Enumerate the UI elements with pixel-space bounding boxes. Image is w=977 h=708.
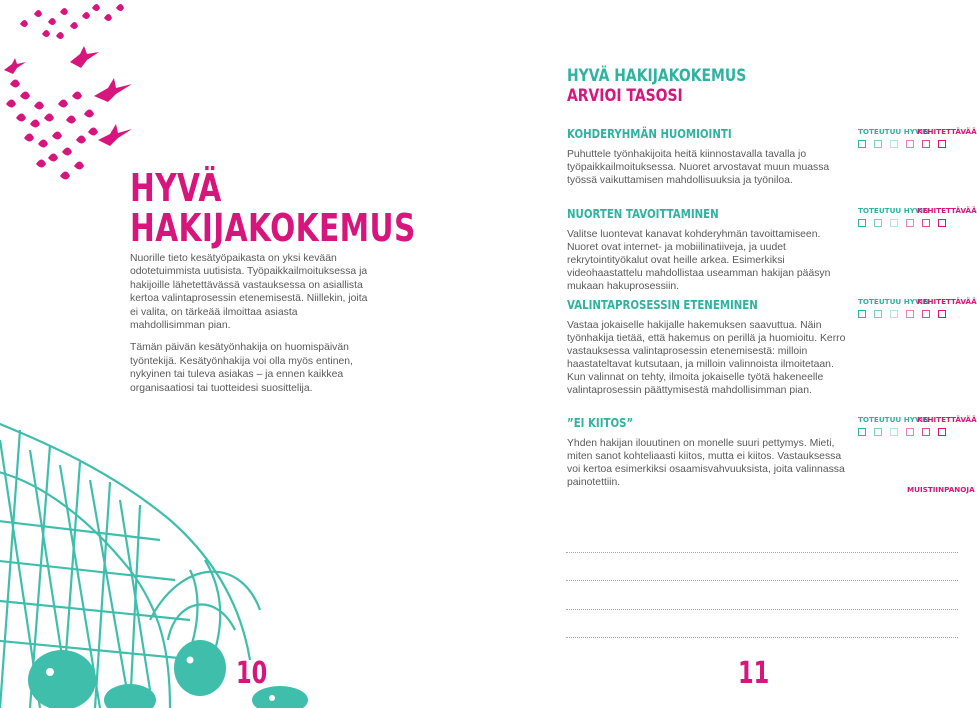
rating-label-improve: KEHITETTÄVÄÄ [917,127,977,136]
rating-scale-1 [858,127,977,148]
rating-checkbox[interactable] [874,140,882,148]
notes-line[interactable] [566,610,958,639]
rating-checkbox[interactable] [938,428,946,436]
notes-label: MUISTIINPANOJA [907,485,975,494]
bird-1 [70,46,99,68]
section-text: Vastaa jokaiselle hakijalle hakemuksen saavuttua. Näin työnhakija tietää, että hakemus on perillä ja huomioitu. Kerro vastauksessa valintaprosessin etenemisestä: milloin haastateltavat kutsutaan, ja milloin valinnoista ilmoitetaan. Kun valinnat on tehty, ilmoita jokaiselle työtä hakeneelle valintaprosessin päättymisestä mahdollisimman pian. [567,320,846,396]
rating-checkbox[interactable] [938,310,946,318]
rating-checkbox[interactable] [906,310,914,318]
section-title: NUORTEN TAVOITTAMINEN [567,207,719,221]
rating-scale-3 [858,297,977,318]
section-text: Puhuttele työnhakijoita heitä kiinnostavalla tavalla jo työpaikkailmoituksessa. Nuoret arvostavat muun muassa työssä vaikuttamisen mahdollisuuksia ja työniloa. [567,149,830,186]
page-title-line-2: HAKIJAKOKEMUS [130,206,416,250]
rating-label-good: TOTEUTUU HYVIN [858,206,930,215]
rating-checkbox[interactable] [890,140,898,148]
page-title-line-1: HYVÄ [130,166,222,210]
rating-checkbox[interactable] [858,428,866,436]
rating-scale-2 [858,206,977,227]
rating-label-improve: KEHITETTÄVÄÄ [917,297,977,306]
bird-3 [98,124,132,146]
rating-checkbox[interactable] [890,310,898,318]
intro-paragraph-2: Tämän päivän kesätyönhakija on huomispäivän työntekijä. Kesätyönhakija voi olla myös entinen, nykyinen tai tuleva asiakas – ja ennen kaikkea organisaatiosi tai tuotteidesi suosittelija. [130,342,353,394]
bird-2 [94,78,132,102]
checklist-heading-subtitle: ARVIOI TASOSI [567,86,683,106]
rating-checkbox[interactable] [874,310,882,318]
section-text: Valitse luontevat kanavat kohderyhmän tavoittamiseen. Nuoret ovat internet- ja mobiilinatiiveja, ja uudet rekrytointityökalut ovat heille arkea. Esimerkiksi videohaastattelu mahdollistaa useamman hakijan pääsyn mukaan hakuprosessiin. [567,229,831,292]
rating-checkbox[interactable] [906,140,914,148]
rating-label-improve: KEHITETTÄVÄÄ [917,206,977,215]
section-target-group [567,127,852,187]
section-title: KOHDERYHMÄN HUOMIOINTI [567,127,732,141]
intro-paragraph-1: Nuorille tieto kesätyöpaikasta on yksi kevään odotetuimmista uutisista. Työpaikkailmoituksessa ja hakijoille lähetettävässä vastauksessa on asiallista kertoa valintaprosessin etenemisestä. Niillekin, joita ei valita, on tärkeää ilmoittaa asiasta mahdollisimman pian. [130,253,368,332]
rating-label-good: TOTEUTUU HYVIN [858,127,930,136]
notes-lines [566,524,958,638]
page-number-left: 10 [236,656,268,691]
rating-checkbox[interactable] [922,219,930,227]
rating-checkbox[interactable] [890,428,898,436]
section-title: ”EI KIITOS” [567,416,634,430]
page-title [130,168,416,248]
rating-checkbox[interactable] [938,219,946,227]
notes-line[interactable] [566,553,958,582]
checklist-heading [567,66,746,106]
intro-text [130,252,375,395]
leaf-cluster-left [6,80,98,180]
rating-checkbox[interactable] [906,428,914,436]
notes-line[interactable] [566,524,958,553]
left-page [0,0,480,708]
rating-checkbox[interactable] [874,428,882,436]
rating-checkbox[interactable] [922,310,930,318]
bird-4 [4,58,26,74]
section-text: Yhden hakijan ilouutinen on monelle suuri pettymys. Mieti, miten sanot kohteliaasti kiitos, mutta ei kiitos. Vastauksessa voi kertoa esimerkiksi osaamisvahvuuksista, joita valinnassa painotettiin. [567,438,845,488]
rating-checkbox[interactable] [858,310,866,318]
section-no-thanks [567,416,852,489]
bird-flock-illustration [4,4,132,180]
section-reaching-youth [567,207,852,293]
rating-scale-4 [858,415,977,436]
rating-checkbox[interactable] [874,219,882,227]
leaf-cluster-top [20,4,124,39]
rating-checkbox[interactable] [922,428,930,436]
rating-checkbox[interactable] [906,219,914,227]
rating-checkbox[interactable] [858,219,866,227]
rating-label-good: TOTEUTUU HYVIN [858,415,930,424]
notes-line[interactable] [566,581,958,610]
rating-checkbox[interactable] [858,140,866,148]
rating-checkbox[interactable] [890,219,898,227]
section-selection-progress [567,298,852,397]
page-number-right: 11 [738,656,770,691]
section-title: VALINTAPROSESSIN ETENEMINEN [567,298,758,312]
rating-checkbox[interactable] [938,140,946,148]
rating-label-improve: KEHITETTÄVÄÄ [917,415,977,424]
rating-checkbox[interactable] [922,140,930,148]
checklist-heading-title: HYVÄ HAKIJAKOKEMUS [567,66,747,86]
rating-label-good: TOTEUTUU HYVIN [858,297,930,306]
